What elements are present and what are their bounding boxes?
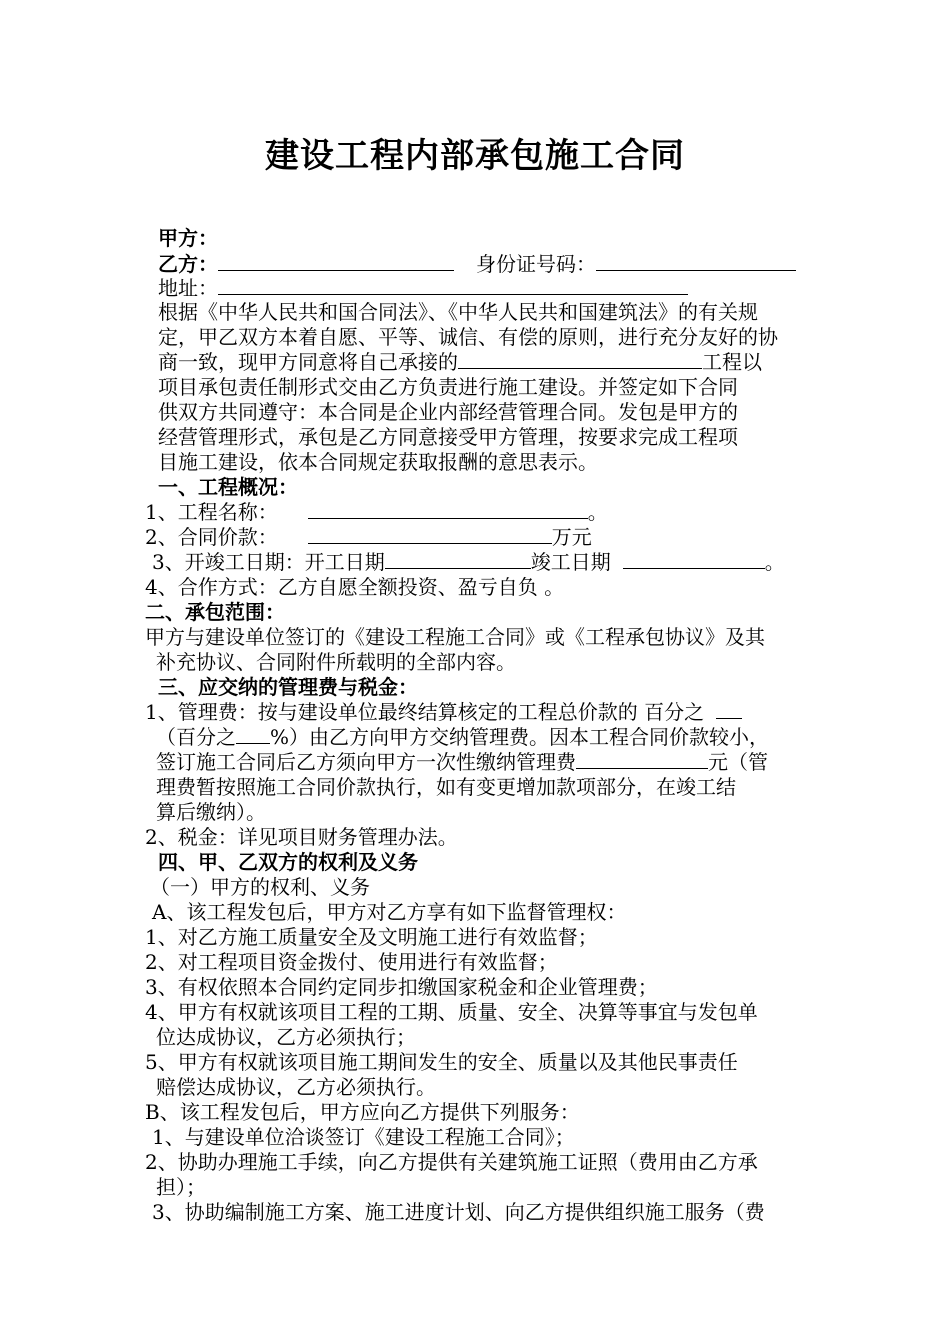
- party-a-label: 甲方：: [158, 226, 218, 250]
- s3-line-1-text: 1、管理费：按与建设单位最终结算核定的工程总价款的 百分之: [145, 700, 705, 724]
- end-date-blank: [623, 550, 765, 569]
- intro-line-3: [158, 350, 762, 374]
- id-label: 身份证号码：: [476, 252, 596, 276]
- s1-item-3-end-label: 竣工日期: [530, 550, 611, 574]
- s3-line-2a: （百分之: [156, 725, 236, 749]
- document-title: 建设工程内部承包施工合同: [265, 136, 685, 176]
- s3-line-2: [156, 725, 769, 749]
- s3-line-2b: %）由乙方向甲方交纳管理费。因本工程合同价款较小，: [270, 725, 770, 749]
- s4-a5-line-2: 赔偿达成协议，乙方必须执行。: [156, 1075, 436, 1099]
- section-4-heading: 四、甲、乙双方的权利及义务: [158, 850, 418, 874]
- address-blank: [218, 276, 688, 295]
- contract-price-blank: [308, 525, 552, 544]
- s4-a5-line-1: 5、甲方有权就该项目施工期间发生的安全、质量以及其他民事责任: [145, 1050, 738, 1074]
- s1-item-2-label: 2、合同价款：: [145, 525, 278, 549]
- s1-item-2-unit: 万元: [551, 525, 592, 549]
- s1-item-4: 4、合作方式：乙方自愿全额投资、盈亏自负 。: [145, 575, 565, 599]
- s1-item-2: [145, 525, 592, 549]
- address-row: [158, 276, 688, 300]
- intro-line-2: 定，甲乙双方本着自愿、平等、诚信、有偿的原则，进行充分友好的协: [158, 325, 778, 349]
- intro-line-6: 经营管理形式，承包是乙方同意接受甲方管理，按要求完成工程项: [158, 425, 738, 449]
- s1-item-1: [145, 500, 608, 524]
- party-b-row: [158, 252, 454, 276]
- s1-item-1-end: 。: [587, 500, 608, 524]
- intro-line-1: 根据《中华人民共和国合同法》、《中华人民共和国建筑法》的有关规: [158, 300, 758, 324]
- id-row: [476, 252, 796, 276]
- s4-a: A、该工程发包后，甲方对乙方享有如下监督管理权：: [152, 900, 627, 924]
- project-blank: [458, 350, 702, 369]
- intro-line-3a: 商一致，现甲方同意将自己承接的: [158, 350, 458, 374]
- intro-line-4: 项目承包责任制形式交由乙方负责进行施工建设。并签定如下合同: [158, 375, 738, 399]
- s3-line-3b: 元（管: [708, 750, 768, 774]
- s4-b2-line-1: 2、协助办理施工手续，向乙方提供有关建筑施工证照（费用由乙方承: [145, 1150, 758, 1174]
- s4-b3: 3、协助编制施工方案、施工进度计划、向乙方提供组织施工服务（费: [152, 1200, 765, 1224]
- section-3-heading: 三、应交纳的管理费与税金：: [158, 675, 418, 699]
- s4-a3: 3、有权依照本合同约定同步扣缴国家税金和企业管理费；: [145, 975, 658, 999]
- s4-a4-line-2: 位达成协议，乙方必须执行；: [156, 1025, 416, 1049]
- address-label: 地址：: [158, 276, 218, 300]
- intro-line-3b: 工程以: [702, 350, 762, 374]
- s2-line-1: 甲方与建设单位签订的《建设工程施工合同》或《工程承包协议》及其: [145, 625, 765, 649]
- s3-line-3: [156, 750, 768, 774]
- percent-blank-2: [236, 725, 270, 744]
- section-2-heading: 二、承包范围：: [145, 600, 285, 624]
- intro-line-5: 供双方共同遵守：本合同是企业内部经营管理合同。发包是甲方的: [158, 400, 738, 424]
- s4-a4-line-1: 4、甲方有权就该项目工程的工期、质量、安全、决算等事宜与发包单: [145, 1000, 758, 1024]
- s3-line-5: 算后缴纳）。: [156, 800, 266, 824]
- s4-sub-1: （一）甲方的权利、义务: [150, 875, 370, 899]
- s1-item-1-label: 1、工程名称：: [145, 500, 278, 524]
- s1-item-3-end: 。: [764, 550, 785, 574]
- percent-blank-1: [716, 700, 742, 719]
- s4-b1: 1、与建设单位洽谈签订《建设工程施工合同》；: [152, 1125, 575, 1149]
- s3-line-4: 理费暂按照施工合同价款执行，如有变更增加款项部分，在竣工结: [156, 775, 736, 799]
- management-fee-blank: [576, 750, 708, 769]
- project-name-blank: [308, 500, 588, 519]
- intro-line-7: 目施工建设，依本合同规定获取报酬的意思表示。: [158, 450, 598, 474]
- s4-a2: 2、对工程项目资金拨付、使用进行有效监督；: [145, 950, 558, 974]
- party-b-blank: [218, 252, 454, 271]
- s1-item-3: [152, 550, 785, 574]
- section-1-heading: 一、工程概况：: [158, 475, 298, 499]
- s2-line-2: 补充协议、合同附件所载明的全部内容。: [156, 650, 516, 674]
- id-blank: [596, 252, 796, 271]
- s4-a1: 1、对乙方施工质量安全及文明施工进行有效监督；: [145, 925, 598, 949]
- s3-line-3a: 签订施工合同后乙方须向甲方一次性缴纳管理费: [156, 750, 576, 774]
- party-b-label: 乙方：: [158, 252, 218, 276]
- s4-b: B、该工程发包后，甲方应向乙方提供下列服务：: [145, 1100, 580, 1124]
- s1-item-3-label: 3、开竣工日期：开工日期: [152, 550, 385, 574]
- start-date-blank: [385, 550, 531, 569]
- s3-line-6: 2、税金：详见项目财务管理办法。: [145, 825, 458, 849]
- s3-line-1: [145, 700, 742, 724]
- s4-b2-line-2: 担）；: [156, 1175, 206, 1199]
